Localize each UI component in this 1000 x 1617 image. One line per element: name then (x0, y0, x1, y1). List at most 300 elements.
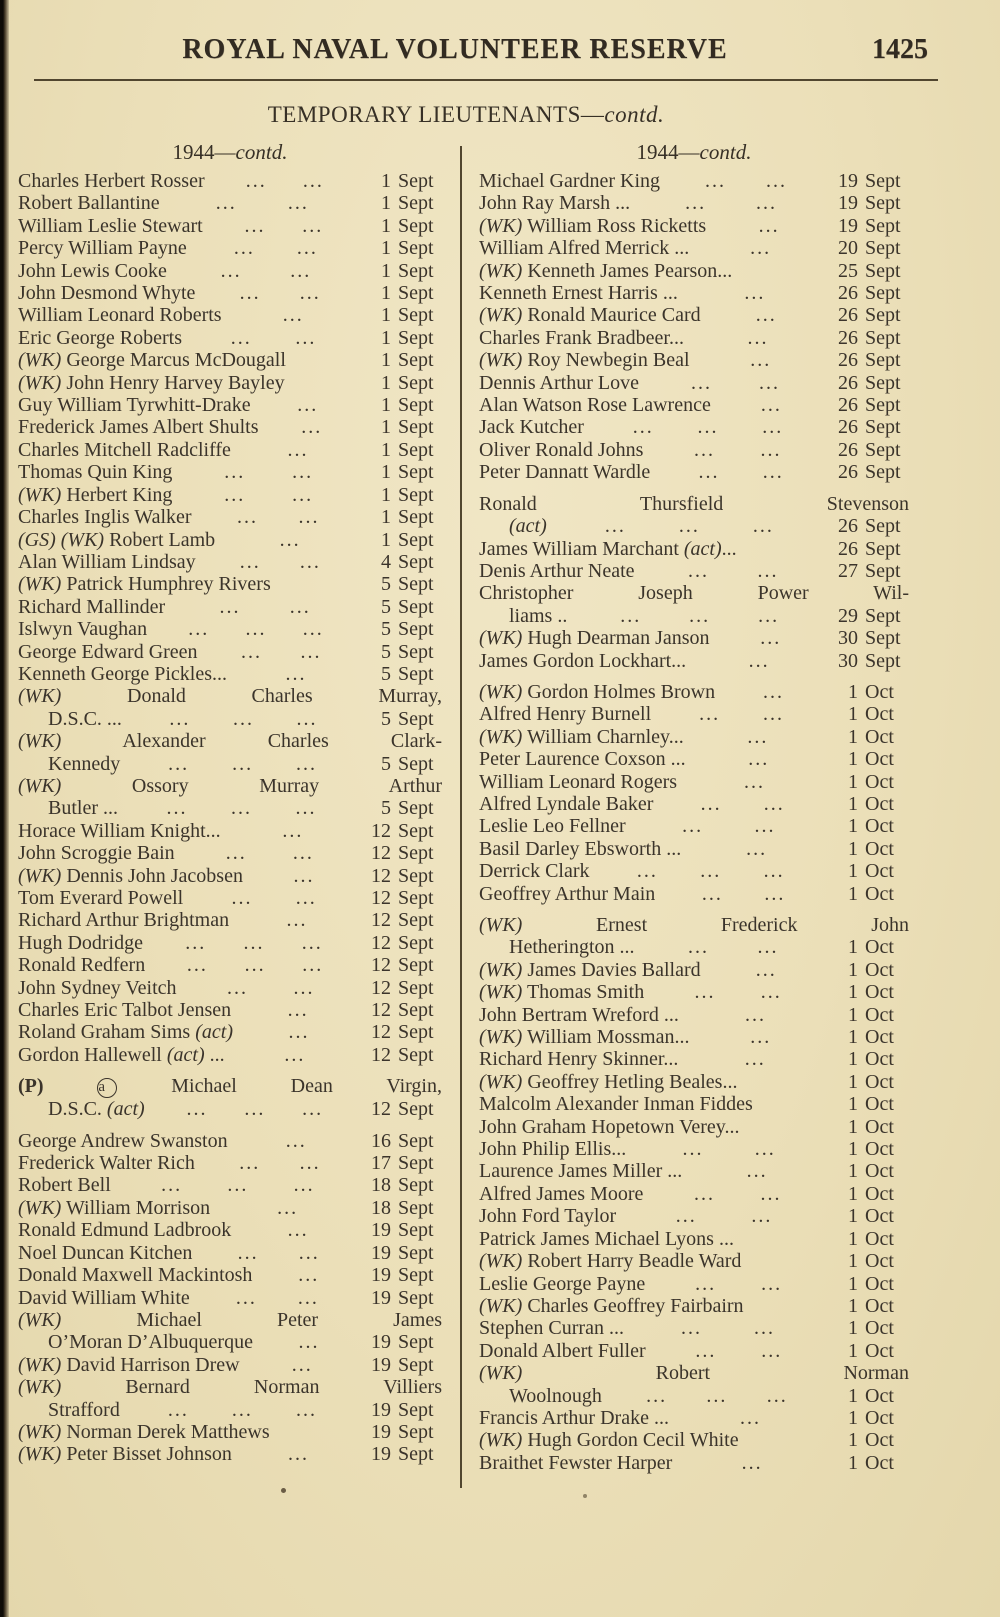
officer-name-continuation: Strafford (48, 1398, 120, 1421)
officer-name: Peter Dannatt Wardle (479, 461, 651, 484)
officer-entry (18, 237, 442, 259)
commission-date (365, 282, 442, 304)
commission-day: 1 (381, 259, 391, 282)
commission-date (832, 260, 909, 282)
officer-name: John Ford Taylor (479, 1205, 617, 1228)
officer-name: (WK) Geoffrey Hetling Beales... (479, 1070, 738, 1093)
leader-dots: ... (748, 649, 770, 672)
leader-dots: ... (744, 770, 766, 793)
commission-month: Sept (398, 842, 434, 865)
commission-date (365, 1174, 442, 1196)
commission-day: 1 (848, 680, 858, 703)
commission-day: 30 (838, 649, 858, 672)
commission-month: Sept (865, 627, 901, 650)
commission-day: 1 (848, 1048, 858, 1071)
commission-date (832, 771, 909, 793)
commission-day: 1 (381, 438, 391, 461)
officer-entry (479, 627, 909, 649)
commission-day: 26 (838, 438, 858, 461)
commission-day: 1 (848, 1003, 858, 1026)
commission-date (365, 641, 442, 663)
leader-dots: ... ... ... (185, 931, 323, 954)
commission-date (832, 515, 909, 537)
commission-date (832, 1093, 909, 1115)
officer-entry (18, 977, 442, 999)
commission-date (832, 1183, 909, 1205)
commission-date (365, 1098, 442, 1120)
leader-dots: ... (298, 1264, 320, 1287)
commission-date (832, 1138, 909, 1160)
commission-month: Oct (865, 1227, 894, 1250)
commission-month: Sept (865, 461, 901, 484)
officer-name: John Philip Ellis... (479, 1138, 627, 1161)
officer-name: Alan William Lindsay (18, 550, 196, 573)
officer-name: Charles Inglis Walker (18, 506, 192, 529)
commission-month: Oct (865, 1429, 894, 1452)
officer-entry (18, 909, 442, 931)
officer-name: (WK) William Charnley... (479, 725, 684, 748)
leader-dots: ... ... ... (168, 752, 318, 775)
officer-name: (WK) Bernard Norman Villiers (18, 1376, 442, 1399)
officer-name: Frederick James Albert Shults (18, 416, 259, 439)
officer-name: Ronald Thursfield Stevenson (479, 492, 909, 515)
commission-day: 19 (371, 1443, 391, 1466)
commission-day: 1 (381, 461, 391, 484)
officer-entry (479, 726, 909, 748)
officer-name: (WK) Thomas Smith (479, 981, 645, 1004)
officer-name: Robert Bell (18, 1174, 111, 1197)
commission-month: Oct (865, 1406, 894, 1429)
commission-month: Sept (398, 595, 434, 618)
officer-name: John Ray Marsh ... (479, 192, 631, 215)
commission-month: Oct (865, 1093, 894, 1116)
commission-day: 26 (838, 537, 858, 560)
commission-date (365, 1021, 442, 1043)
commission-date (365, 1242, 442, 1264)
officer-name: (WK) Kenneth James Pearson... (479, 259, 733, 282)
leader-dots: ... ... (237, 1241, 320, 1264)
leader-dots: ... ... (690, 371, 780, 394)
commission-month: Oct (865, 748, 894, 771)
leader-dots: ... ... (227, 976, 315, 999)
commission-month: Sept (398, 438, 434, 461)
commission-date (832, 1116, 909, 1138)
leader-dots: ... (748, 748, 770, 771)
officer-name: (WK) Gordon Holmes Brown (479, 680, 716, 703)
commission-date (365, 484, 442, 506)
officer-name: Peter Laurence Coxson ... (479, 748, 686, 771)
officer-entry (18, 1421, 442, 1443)
leader-dots: ... (282, 304, 304, 327)
officer-entry (479, 815, 909, 837)
commission-month: Oct (865, 725, 894, 748)
officer-entry (18, 1443, 442, 1465)
commission-month: Sept (865, 304, 901, 327)
officer-entry (18, 954, 442, 976)
leader-dots: ... (277, 1196, 299, 1219)
officer-entry (479, 1093, 909, 1115)
leader-dots: ... ... (239, 282, 321, 305)
commission-day: 1 (848, 1294, 858, 1317)
officer-entry (479, 416, 909, 438)
commission-month: Sept (865, 170, 901, 192)
commission-date (832, 627, 909, 649)
commission-day: 1 (848, 860, 858, 883)
commission-date (832, 282, 909, 304)
officer-entry (479, 582, 909, 627)
officer-entry (18, 1309, 442, 1354)
officer-entry (479, 1362, 909, 1407)
commission-day: 19 (838, 214, 858, 237)
commission-month: Oct (865, 1317, 894, 1340)
commission-day: 1 (381, 326, 391, 349)
officer-entry (18, 282, 442, 304)
officer-name: (WK) Herbert King (18, 483, 173, 506)
officer-name: John Desmond Whyte (18, 282, 196, 305)
commission-day: 5 (381, 640, 391, 663)
commission-month: Oct (865, 1003, 894, 1026)
officer-name: George Edward Green (18, 640, 198, 663)
officer-entry (479, 703, 909, 725)
officer-entry (18, 775, 442, 820)
commission-day: 19 (371, 1398, 391, 1421)
commission-month: Oct (865, 792, 894, 815)
leader-dots: ... (297, 394, 319, 417)
officer-name: (WK) Donald Charles Murray, (18, 685, 442, 708)
commission-month: Sept (398, 349, 434, 372)
officer-name: William Alfred Merrick ... (479, 237, 690, 260)
commission-day: 19 (371, 1331, 391, 1354)
officer-entry (479, 170, 909, 192)
leader-dots: ... (287, 999, 309, 1022)
commission-month: Sept (865, 371, 901, 394)
commission-month: Oct (865, 1182, 894, 1205)
commission-day: 1 (848, 1182, 858, 1205)
officer-name: Stephen Curran ... (479, 1317, 624, 1340)
officer-entry (18, 1044, 442, 1066)
officer-name: John Sydney Veitch (18, 976, 177, 999)
commission-day: 5 (381, 707, 391, 730)
officer-entry (18, 842, 442, 864)
officer-entry (18, 506, 442, 528)
commission-month: Sept (398, 887, 434, 909)
officer-name: John Bertram Wreford ... (479, 1003, 679, 1026)
commission-month: Sept (398, 1174, 434, 1197)
officer-entry (479, 650, 909, 672)
officer-name-continuation: O’Moran D’Albuquerque (48, 1331, 253, 1354)
commission-date (365, 304, 442, 326)
commission-month: Sept (865, 649, 901, 672)
officer-entry (18, 192, 442, 214)
leader-dots: ... ... (241, 640, 322, 663)
commission-month: Oct (865, 1339, 894, 1362)
officer-name: Michael Gardner King (479, 170, 661, 192)
leader-dots: ... ... (682, 1138, 776, 1161)
officer-name: George Andrew Swanston (18, 1129, 228, 1152)
leader-dots: ... (285, 1129, 307, 1152)
commission-month: Oct (865, 1070, 894, 1093)
commission-month: Sept (398, 1043, 434, 1066)
leader-dots: ... (287, 438, 309, 461)
commission-month: Sept (398, 573, 434, 596)
leader-dots: ... ... ... (167, 1398, 317, 1421)
officer-name: (WK) David Harrison Drew (18, 1353, 240, 1376)
ink-speck (583, 1494, 587, 1498)
leader-dots: ... (746, 1160, 768, 1183)
commission-date (832, 650, 909, 672)
leader-dots: ... ... ... (169, 707, 318, 730)
commission-month: Oct (865, 1384, 894, 1407)
commission-date (365, 170, 442, 192)
commission-date (365, 887, 442, 909)
officer-name-continuation: D.S.C. ... (48, 707, 122, 730)
commission-date (365, 1130, 442, 1152)
officer-name: (WK) George Marcus McDougall (18, 349, 286, 372)
commission-day: 5 (381, 662, 391, 685)
officer-entry (18, 641, 442, 663)
officer-entry (479, 914, 909, 959)
officer-entry (18, 260, 442, 282)
commission-month: Sept (865, 438, 901, 461)
officer-entry (479, 282, 909, 304)
officer-entry (18, 372, 442, 394)
commission-day: 1 (848, 792, 858, 815)
leader-dots: ... ... (235, 1286, 319, 1309)
officer-entry (18, 573, 442, 595)
commission-date (365, 1287, 442, 1309)
officer-entry (18, 1075, 442, 1120)
commission-day: 5 (381, 573, 391, 596)
leader-dots: ... ... (244, 214, 324, 237)
commission-date (832, 439, 909, 461)
officer-entry (18, 304, 442, 326)
commission-month: Sept (398, 214, 434, 237)
section-heading-contd: contd. (604, 102, 665, 127)
commission-date (365, 1044, 442, 1066)
commission-date (365, 215, 442, 237)
commission-date (365, 1421, 442, 1443)
commission-day: 5 (381, 752, 391, 775)
commission-date (832, 1273, 909, 1295)
officer-entry (18, 1219, 442, 1241)
leader-dots: ... (763, 680, 785, 703)
officer-entry (479, 860, 909, 882)
section-heading-text: TEMPORARY LIEUTENANTS— (267, 102, 605, 127)
officer-entry (479, 1452, 909, 1474)
commission-day: 26 (838, 304, 858, 327)
leader-dots: ... (287, 1219, 309, 1242)
commission-day: 26 (838, 394, 858, 417)
page-title: ROYAL NAVAL VOLUNTEER RESERVE (182, 34, 728, 65)
commission-month: Sept (865, 214, 901, 237)
commission-date (365, 820, 442, 842)
officer-entry (479, 372, 909, 394)
leader-dots: ... ... (682, 815, 776, 838)
commission-month: Sept (398, 1219, 434, 1242)
officer-entry (479, 981, 909, 1003)
officer-name: Charles Eric Talbot Jensen (18, 999, 232, 1022)
commission-date (365, 797, 442, 819)
officer-entry (18, 1287, 442, 1309)
commission-month: Sept (398, 1398, 434, 1421)
leader-dots: ... (291, 1353, 313, 1376)
commission-month: Sept (398, 1196, 434, 1219)
officer-name: (WK) Roy Newbegin Beal (479, 349, 690, 372)
officer-entry (18, 416, 442, 438)
commission-date (365, 394, 442, 416)
commission-date (832, 681, 909, 703)
commission-month: Sept (398, 1129, 434, 1152)
officer-entry (479, 560, 909, 582)
commission-month: Sept (398, 1098, 434, 1121)
officer-name-continuation: D.S.C. (act) (48, 1098, 145, 1121)
officer-name: James Gordon Lockhart... (479, 649, 687, 672)
leader-dots: ... (739, 1406, 761, 1429)
commission-day: 1 (848, 882, 858, 905)
commission-date (832, 793, 909, 815)
commission-day: 19 (371, 1219, 391, 1242)
officer-name: Islwyn Vaughan (18, 618, 148, 641)
officer-name: Francis Arthur Drake ... (479, 1406, 669, 1429)
officer-entry (18, 932, 442, 954)
commission-date (832, 170, 909, 192)
officer-name: Robert Ballantine (18, 192, 160, 215)
officer-entry (479, 748, 909, 770)
leader-dots: ... ... (239, 550, 321, 573)
commission-month: Sept (398, 192, 434, 215)
commission-month: Sept (398, 864, 434, 887)
commission-date (365, 1443, 442, 1465)
column-divider (460, 146, 462, 1488)
left-column (18, 137, 442, 1466)
commission-month: Sept (398, 1152, 434, 1175)
officer-entry (479, 1026, 909, 1048)
commission-day: 12 (371, 887, 391, 909)
commission-day: 1 (848, 725, 858, 748)
leader-dots: ... ... (695, 1339, 783, 1362)
commission-month: Oct (865, 703, 894, 726)
commission-day: 12 (371, 1021, 391, 1044)
commission-day: 1 (381, 170, 391, 192)
commission-date (365, 237, 442, 259)
left-column-year-heading: 1944—contd. (172, 140, 288, 164)
commission-date (365, 416, 442, 438)
officer-name: Percy William Payne (18, 237, 187, 260)
commission-day: 1 (848, 1138, 858, 1161)
officer-name: Guy William Tyrwhitt-Drake (18, 394, 251, 417)
officer-name: (WK) Peter Bisset Johnson (18, 1443, 232, 1466)
commission-day: 12 (371, 1043, 391, 1066)
commission-date (365, 439, 442, 461)
commission-month: Oct (865, 1294, 894, 1317)
officer-entry (18, 618, 442, 640)
commission-date (365, 865, 442, 887)
commission-date (365, 1264, 442, 1286)
commission-day: 12 (371, 909, 391, 932)
commission-month: Sept (865, 349, 901, 372)
commission-date (832, 883, 909, 905)
leader-dots: ... ... (225, 842, 314, 865)
commission-month: Oct (865, 1451, 894, 1474)
officer-name: (WK) Hugh Gordon Cecil White (479, 1429, 739, 1452)
commission-day: 25 (838, 259, 858, 282)
commission-day: 1 (848, 703, 858, 726)
officer-name: William Leslie Stewart (18, 214, 203, 237)
commission-day: 1 (381, 416, 391, 439)
leader-dots: ... ... ... (636, 860, 785, 883)
commission-date (832, 1205, 909, 1227)
leader-dots: ... ... (685, 192, 778, 215)
commission-month: Oct (865, 1115, 894, 1138)
commission-month: Sept (865, 559, 901, 582)
commission-date (832, 416, 909, 438)
officer-name: Jack Kutcher (479, 416, 584, 439)
officer-name: Patrick James Michael Lyons ... (479, 1227, 734, 1250)
commission-date (832, 237, 909, 259)
commission-date (832, 860, 909, 882)
officer-name: (P) a Michael Dean Virgin, (18, 1075, 442, 1098)
commission-month: Oct (865, 680, 894, 703)
commission-date (365, 977, 442, 999)
leader-dots: ... ... (239, 1152, 321, 1175)
commission-date (365, 529, 442, 551)
officer-name: Eric George Roberts (18, 326, 183, 349)
commission-date (365, 349, 442, 371)
officer-name: Tom Everard Powell (18, 887, 184, 909)
commission-date (832, 394, 909, 416)
commission-day: 1 (848, 1429, 858, 1452)
officer-entry (479, 1205, 909, 1227)
commission-month: Sept (398, 1443, 434, 1466)
officer-entry (18, 1174, 442, 1196)
commission-date (365, 932, 442, 954)
commission-date (365, 260, 442, 282)
officer-name: Frederick Walter Rich (18, 1152, 195, 1175)
officer-name: Richard Henry Skinner... (479, 1048, 679, 1071)
commission-date (832, 605, 909, 627)
officer-name: Noel Duncan Kitchen (18, 1241, 193, 1264)
commission-day: 1 (848, 1406, 858, 1429)
leader-dots: ... ... (233, 237, 318, 260)
commission-day: 1 (381, 304, 391, 327)
commission-month: Sept (865, 537, 901, 560)
commission-date (832, 349, 909, 371)
commission-day: 1 (848, 1227, 858, 1250)
commission-date (832, 1452, 909, 1474)
leader-dots: ... ... ... (186, 1098, 324, 1121)
commission-month: Sept (865, 237, 901, 260)
officer-name: John Lewis Cooke (18, 259, 167, 282)
leader-dots: ... ... (698, 461, 784, 484)
officer-entry (479, 1295, 909, 1317)
commission-month: Sept (398, 909, 434, 932)
leader-dots: ... (284, 1043, 306, 1066)
commission-day: 12 (371, 842, 391, 865)
officer-entry (479, 1116, 909, 1138)
commission-date (832, 538, 909, 560)
officer-entry (18, 685, 442, 730)
officer-name: Derrick Clark (479, 860, 590, 883)
commission-date (832, 1295, 909, 1317)
officer-name: (WK) Robert Harry Beadle Ward (479, 1250, 742, 1273)
commission-day: 1 (848, 936, 858, 959)
commission-date (832, 936, 909, 958)
leader-dots: ... (741, 1451, 763, 1474)
commission-date (365, 551, 442, 573)
commission-date (832, 1048, 909, 1070)
officer-name: Braithet Fewster Harper (479, 1451, 673, 1474)
ink-speck (281, 1488, 286, 1493)
